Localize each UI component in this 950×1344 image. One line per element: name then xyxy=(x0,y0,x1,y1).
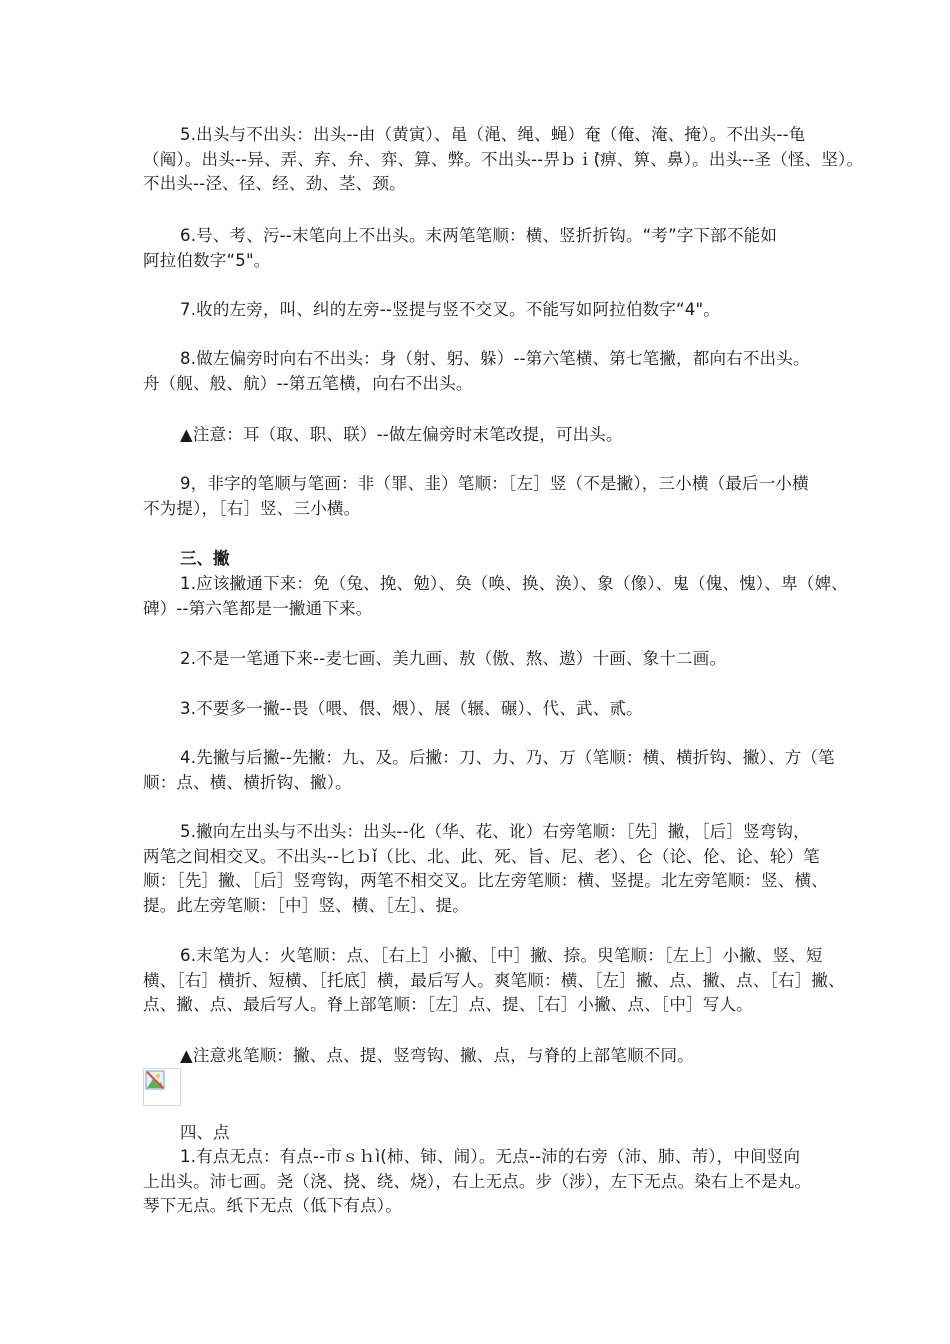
text-line: 点、撇、点、最后写人。脊上部笔顺：［左］点、提、［右］小撇、点、［中］写人。 xyxy=(143,995,753,1014)
text-line: 6.号、考、污--末笔向上不出头。末两笔笔顺：横、竖折折钩。“考”字下部不能如 xyxy=(180,226,778,245)
text-line: 2.不是一笔通下来--麦七画、美九画、敖（傲、熬、遨）十画、象十二画。 xyxy=(180,649,727,668)
text-line: 不为提），［右］竖、三小横。 xyxy=(143,498,361,518)
text-line: 5.撇向左出头与不出头：出头--化（华、花、讹）右旁笔顺：［先］撇，［后］竖弯钩， xyxy=(180,822,810,841)
section-heading-pie: 三、撇 xyxy=(180,549,230,568)
paragraph-9-fei xyxy=(143,472,808,521)
text-line: 1.有点无点：有点--市ｓｈì(柿、铈、闹）。无点--沛的右旁（沛、肺、芾），中间竖向 xyxy=(180,1147,801,1166)
text-line: 碑）--第六笔都是一撇通下来。 xyxy=(143,598,373,618)
section-heading-dian: 四、点 xyxy=(180,1123,230,1142)
text-line: ▲注意兆笔顺：撇、点、提、竖弯钩、撇、点，与脊的上部笔顺不同。 xyxy=(180,1046,694,1065)
paragraph-7-shou xyxy=(143,298,808,323)
paragraph-pie-4 xyxy=(143,746,835,795)
text-line: 阿拉伯数字“5"。 xyxy=(143,250,271,270)
text-line: 舟（舰、般、航）--第五笔横，向右不出头。 xyxy=(143,373,473,393)
text-line: 7.收的左旁，叫、纠的左旁--竖提与竖不交叉。不能写如阿拉伯数字“4"。 xyxy=(180,300,720,319)
text-line: 上出头。沛七画。尧（浇、挠、绕、烧），右上无点。步（涉），左下无点。染右上不是丸。 xyxy=(143,1171,812,1191)
text-line: 琴下无点。纸下无点（低下有点）。 xyxy=(143,1196,402,1215)
text-line: 横、［右］横折、短横、［托底］横，最后写人。爽笔顺：横、［左］撇、点、撇、点、［右］撇、 xyxy=(143,970,845,990)
text-line: 不出头--泾、径、经、劲、茎、颈。 xyxy=(143,174,406,193)
paragraph-8-zuopianpang xyxy=(143,347,808,396)
text-line: 4.先撇与后撇--先撇：九、及。后撇：刀、力、乃、万（笔顺：横、横折钩、撇）、方（笔 xyxy=(180,748,835,767)
paragraph-5-chutou xyxy=(143,123,864,197)
text-line: 8.做左偏旁时向右不出头：身（射、躬、躲）--第六笔横、第七笔撇，都向右不出头。 xyxy=(180,349,810,368)
text-line: 6.末笔为人：火笔顺：点、［右上］小撇、［中］撇、捺。臾笔顺：［左上］小撇、竖、短 xyxy=(180,946,823,965)
paragraph-6-hao-kao xyxy=(143,224,808,273)
note-zhao xyxy=(143,1044,808,1069)
text-line: 提。此左旁笔顺：［中］竖、横、［左］、提。 xyxy=(143,895,469,915)
paragraph-dian-1 xyxy=(143,1145,812,1219)
paragraph-pie-3 xyxy=(143,697,808,722)
text-line: 1.应该撇通下来：免（兔、挽、勉）、奂（唤、换、涣）、象（像）、鬼（傀、愧）、卑（婢、 xyxy=(180,574,848,593)
paragraph-pie-6 xyxy=(143,944,845,1018)
text-line: 5.出头与不出头：出头--由（黄寅）、黾（渑、绳、蝇）奄（俺、淹、掩）。不出头--龟 xyxy=(180,125,806,144)
paragraph-pie-5 xyxy=(143,820,828,918)
text-line: 两笔之间相交叉。不出头--匕ｂǐ（比、北、此、死、旨、尼、老）、仑（论、伦、论、轮）笔 xyxy=(143,846,820,866)
text-line: 顺：点、横、横折钩、撇）。 xyxy=(143,772,352,792)
note-er xyxy=(143,423,808,448)
broken-image-icon xyxy=(143,1068,181,1106)
paragraph-pie-1 xyxy=(143,572,848,621)
text-line: 9，非字的笔顺与笔画：非（罪、韭）笔顺：［左］竖（不是撇），三小横（最后一小横 xyxy=(180,474,809,493)
text-line: ▲注意：耳（取、职、联）--做左偏旁时末笔改提，可出头。 xyxy=(180,425,623,444)
paragraph-pie-2 xyxy=(143,647,808,672)
text-line: 3.不要多一撇--畏（喂、偎、煨）、展（辗、碾）、代、武、贰。 xyxy=(180,699,643,718)
text-line: （阄）。出头--异、弄、弃、弁、弈、算、弊。不出头--畀ｂｉ̀(痹、箅、鼻）。出头--圣（怪、坚）。 xyxy=(143,149,864,169)
text-line: 顺：［先］撇、［后］竖弯钩，两笔不相交叉。比左旁笔顺：横、竖提。北左旁笔顺：竖、横、 xyxy=(143,871,828,890)
